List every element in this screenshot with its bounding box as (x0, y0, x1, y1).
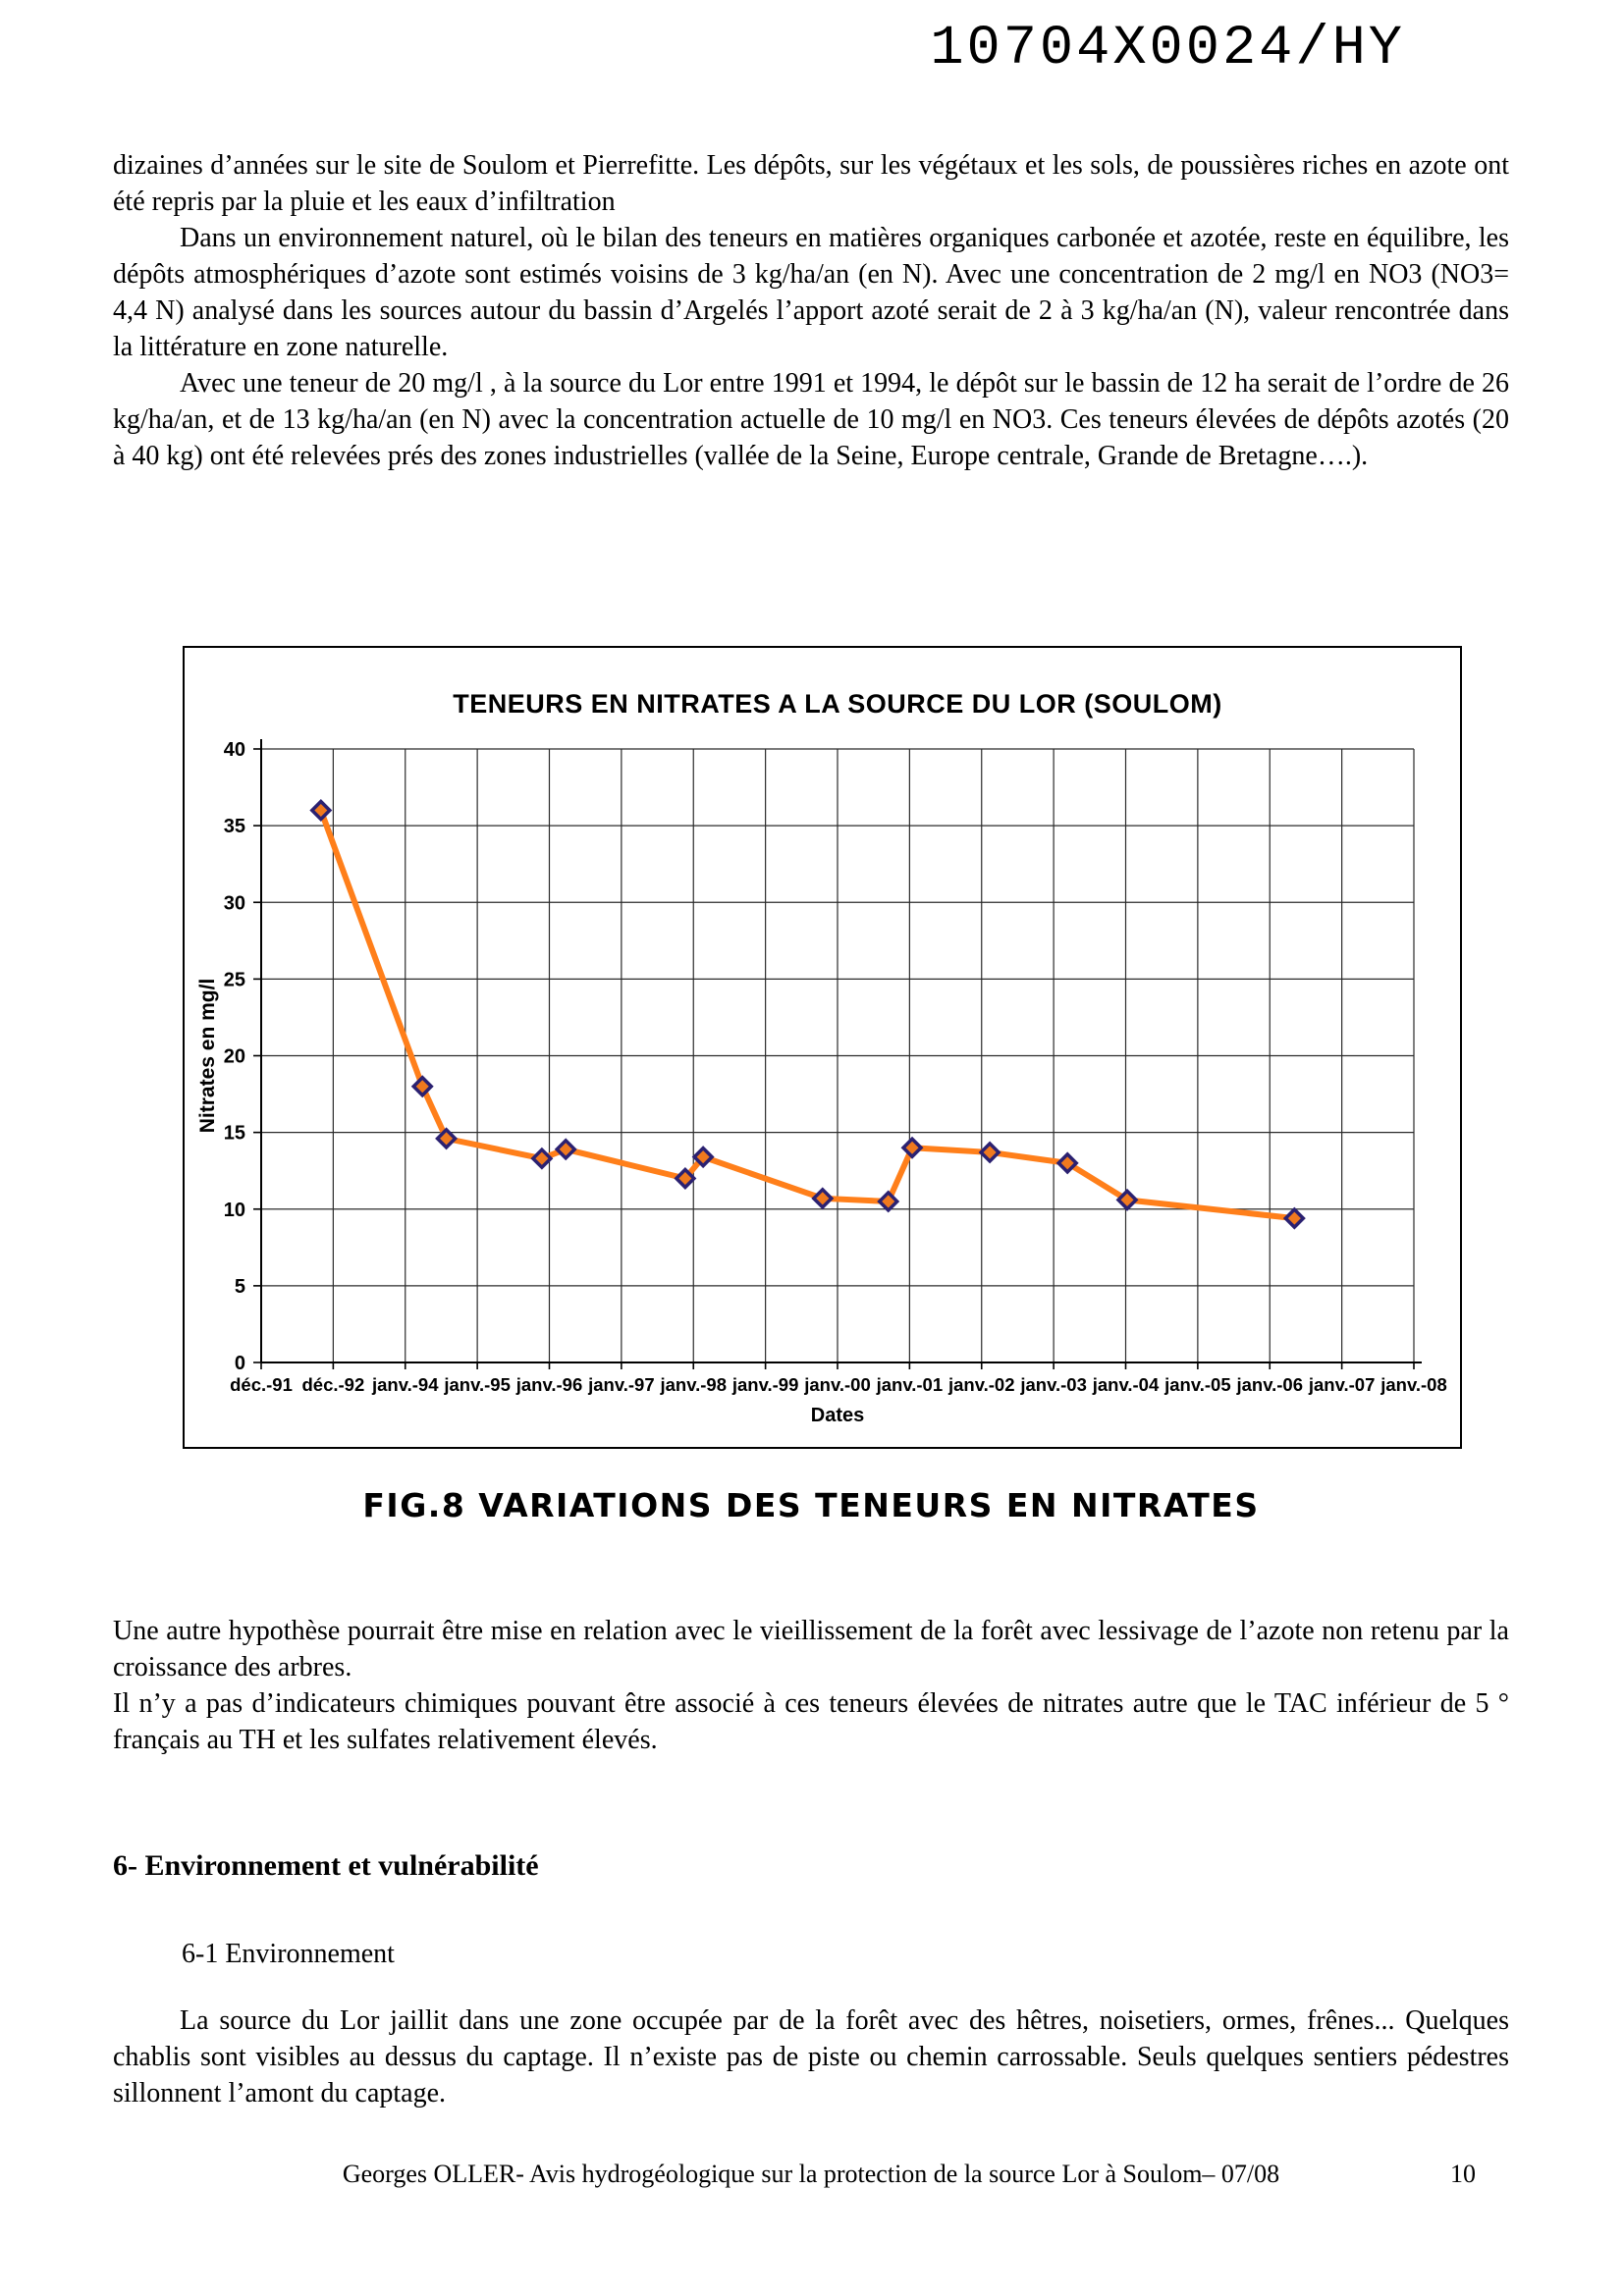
y-tick-label: 5 (234, 1275, 245, 1298)
x-tick-label: janv.-00 (804, 1374, 871, 1395)
paragraph-source-environment: La source du Lor jaillit dans une zone occupée par de la forêt avec des hêtres, noisetiers, ormes, frênes... Quelques chablis sont visibles au dessus du captage. Il n’existe pas de piste ou chemin carrossable. Seuls quelques sentiers pédestres sillonnent l’amont du captage. (113, 2005, 1509, 2109)
data-point-marker (413, 1078, 431, 1095)
page-number: 10 (1450, 2160, 1476, 2188)
data-point-marker (533, 1149, 551, 1167)
x-tick-label: janv.-01 (876, 1374, 944, 1395)
x-tick-label: janv.-07 (1308, 1374, 1376, 1395)
x-tick-label: janv.-96 (515, 1374, 583, 1395)
y-axis-title: Nitrates en mg/l (196, 978, 219, 1134)
paragraph-nitrate-load: Avec une teneur de 20 mg/l , à la source du Lor entre 1991 et 1994, le dépôt sur le bassin de 12 ha serait de l’ordre de 26 kg/ha/an, et de 13 kg/ha/an (en N) avec la concentration actuelle de 10 mg/l en NO3. Ces teneurs élevées de dépôts azotés (20 à 40 kg) ont été relevées prés des zones industrielles (vallée de la Seine, Europe centrale, Grande de Bretagne….). (113, 368, 1509, 471)
x-tick-label: déc.-91 (230, 1374, 293, 1395)
series-line (321, 811, 1295, 1219)
figure-caption: FIG.8 VARIATIONS DES TENEURS EN NITRATES (362, 1486, 1260, 1524)
nitrates-chart-figure (183, 646, 1462, 1449)
y-tick-label: 20 (223, 1045, 245, 1068)
x-tick-label: janv.-97 (588, 1374, 655, 1395)
section-heading-environment: 6- Environnement et vulnérabilité (113, 1849, 539, 1882)
x-tick-label: janv.-94 (371, 1374, 439, 1395)
subsection-heading-environment: 6-1 Environnement (182, 1939, 395, 1969)
x-tick-label: déc.-92 (301, 1374, 365, 1395)
data-point-marker (1285, 1209, 1303, 1227)
data-point-marker (903, 1139, 921, 1156)
data-point-marker (880, 1193, 897, 1210)
y-tick-label: 0 (234, 1353, 245, 1374)
x-tick-label: janv.-02 (947, 1374, 1015, 1395)
y-tick-label: 15 (223, 1122, 245, 1145)
x-tick-label: janv.-98 (660, 1374, 728, 1395)
environment-text-block (113, 2002, 1509, 2111)
data-point-marker (981, 1144, 999, 1161)
x-tick-label: janv.-06 (1236, 1374, 1304, 1395)
paragraph-hypothesis: Une autre hypothèse pourrait être mise en relation avec le vieillissement de la forêt avec lessivage de l’azote non retenu par la croissance des arbres. (113, 1616, 1509, 1682)
x-tick-label: janv.-99 (731, 1374, 799, 1395)
paragraph-deposits: dizaines d’années sur le site de Soulom et Pierrefitte. Les dépôts, sur les végétaux et les sols, de poussières riches en azote ont été repris par la pluie et les eaux d’infiltration (113, 150, 1509, 217)
page-footer: Georges OLLER- Avis hydrogéologique sur la protection de la source Lor à Soulom– 07/08 (342, 2160, 1280, 2188)
data-point-marker (557, 1141, 574, 1158)
paragraph-natural-environment: Dans un environnement naturel, où le bilan des teneurs en matières organiques carbonée et azotée, reste en équilibre, les dépôts atmosphériques d’azote sont estimés voisins de 3 kg/ha/an (en N). Avec une concentration de 2 mg/l en NO3 (NO3= 4,4 N) analysé dans les sources autour du bassin d’Argelés l’apport azoté serait de 2 à 3 kg/ha/an (N), valeur rencontrée dans la littérature en zone naturelle. (113, 223, 1509, 362)
hypothesis-text-block (113, 1613, 1509, 1758)
x-tick-label: janv.-05 (1164, 1374, 1231, 1395)
data-point-marker (814, 1190, 832, 1207)
paragraph-chemical-indicators: Il n’y a pas d’indicateurs chimiques pouvant être associé à ces teneurs élevées de nitrates autre que le TAC inférieur de 5 ° français au TH et les sulfates relativement élevés. (113, 1688, 1509, 1755)
x-tick-label: janv.-95 (444, 1374, 511, 1395)
chart-title: TENEURS EN NITRATES A LA SOURCE DU LOR (SOULOM) (453, 689, 1222, 719)
header-document-code: 10704X0024/HY (930, 18, 1405, 80)
x-tick-label: janv.-03 (1020, 1374, 1087, 1395)
x-tick-label: janv.-04 (1092, 1374, 1160, 1395)
y-tick-label: 40 (223, 739, 245, 761)
x-axis-title: Dates (810, 1405, 865, 1426)
y-tick-label: 35 (223, 816, 245, 838)
nitrates-chart-svg (185, 648, 1460, 1447)
y-tick-label: 10 (223, 1199, 245, 1221)
y-tick-label: 30 (223, 892, 245, 915)
y-tick-label: 25 (223, 969, 245, 991)
x-tick-label: janv.-08 (1380, 1374, 1447, 1395)
data-point-marker (312, 802, 330, 820)
intro-text-block (113, 147, 1509, 474)
